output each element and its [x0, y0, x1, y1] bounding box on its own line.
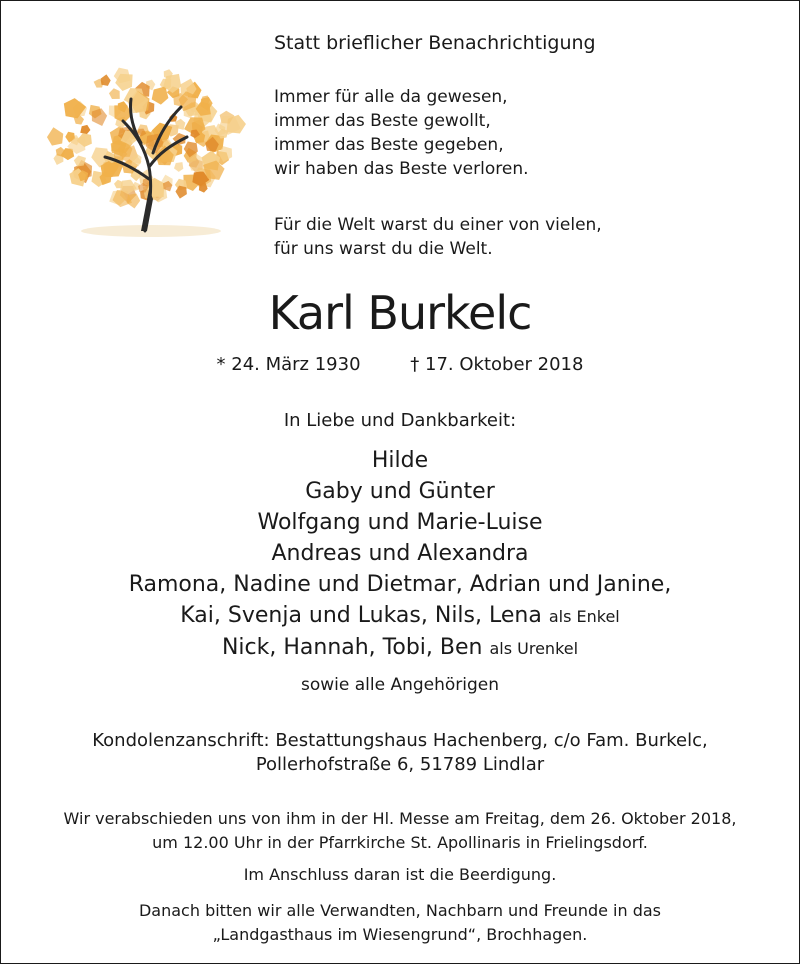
- family-line: Wolfgang und Marie-Luise: [257, 510, 543, 535]
- family-line: Ramona, Nadine und Dietmar, Adrian und Janine,: [128, 572, 672, 597]
- poem-line: wir haben das Beste verloren.: [274, 159, 529, 179]
- autumn-tree-icon: [41, 49, 251, 244]
- poem-line: immer das Beste gewollt,: [274, 111, 491, 131]
- life-dates: [1, 353, 799, 377]
- grandchildren-names: Kai, Svenja und Lukas, Nils, Lena: [180, 603, 542, 628]
- poem-line: immer das Beste gegeben,: [274, 135, 504, 155]
- address-line: Pollerhofstraße 6, 51789 Lindlar: [255, 754, 545, 775]
- family-line: Hilde: [371, 448, 429, 473]
- great-grandchildren-names: Nick, Hannah, Tobi, Ben: [221, 635, 483, 660]
- leaf-shape: [173, 159, 187, 173]
- poem-line: Für die Welt warst du einer von vielen,: [274, 215, 602, 235]
- family-list: [1, 445, 799, 664]
- family-line: Gaby und Günter: [305, 479, 495, 504]
- birth-date: * 24. März 1930: [216, 354, 361, 375]
- great-grandchildren-line: [1, 632, 799, 664]
- service-info: [1, 807, 799, 855]
- condolence-address: [1, 729, 799, 777]
- leaf-shape: [45, 126, 65, 147]
- gathering-info: [1, 899, 799, 947]
- death-date: † 17. Oktober 2018: [410, 354, 584, 375]
- thanks-heading: In Liebe und Dankbarkeit:: [283, 410, 517, 431]
- poem-line: Immer für alle da gewesen,: [274, 87, 508, 107]
- burial-info: Im Anschluss daran ist die Beerdigung.: [243, 865, 557, 884]
- grandchildren-line: [1, 600, 799, 632]
- service-line: Wir verabschieden uns von ihm in der Hl. Messe am Freitag, dem 26. Oktober 2018,: [63, 809, 737, 828]
- intro-text: Statt brieflicher Benachrichtigung: [274, 32, 596, 54]
- address-line: Kondolenzanschrift: Bestattungshaus Hachenberg, c/o Fam. Burkelc,: [92, 730, 708, 751]
- gathering-line: Danach bitten wir alle Verwandten, Nachbarn und Freunde in das: [138, 901, 662, 920]
- leaf-shape: [63, 97, 87, 120]
- great-grandchildren-role: als Urenkel: [489, 639, 579, 658]
- gathering-line: „Landgasthaus im Wiesengrund“, Brochhagen.: [212, 925, 588, 944]
- relatives-text: sowie alle Angehörigen: [300, 675, 500, 695]
- service-line: um 12.00 Uhr in der Pfarrkirche St. Apollinaris in Frielingsdorf.: [152, 833, 648, 852]
- grandchildren-role: als Enkel: [548, 607, 620, 626]
- poem-line: für uns warst du die Welt.: [274, 239, 493, 259]
- deceased-name: Karl Burkelc: [268, 286, 532, 340]
- poem-second-stanza: [274, 213, 602, 261]
- poem: [274, 85, 529, 181]
- family-line: Andreas und Alexandra: [271, 541, 529, 566]
